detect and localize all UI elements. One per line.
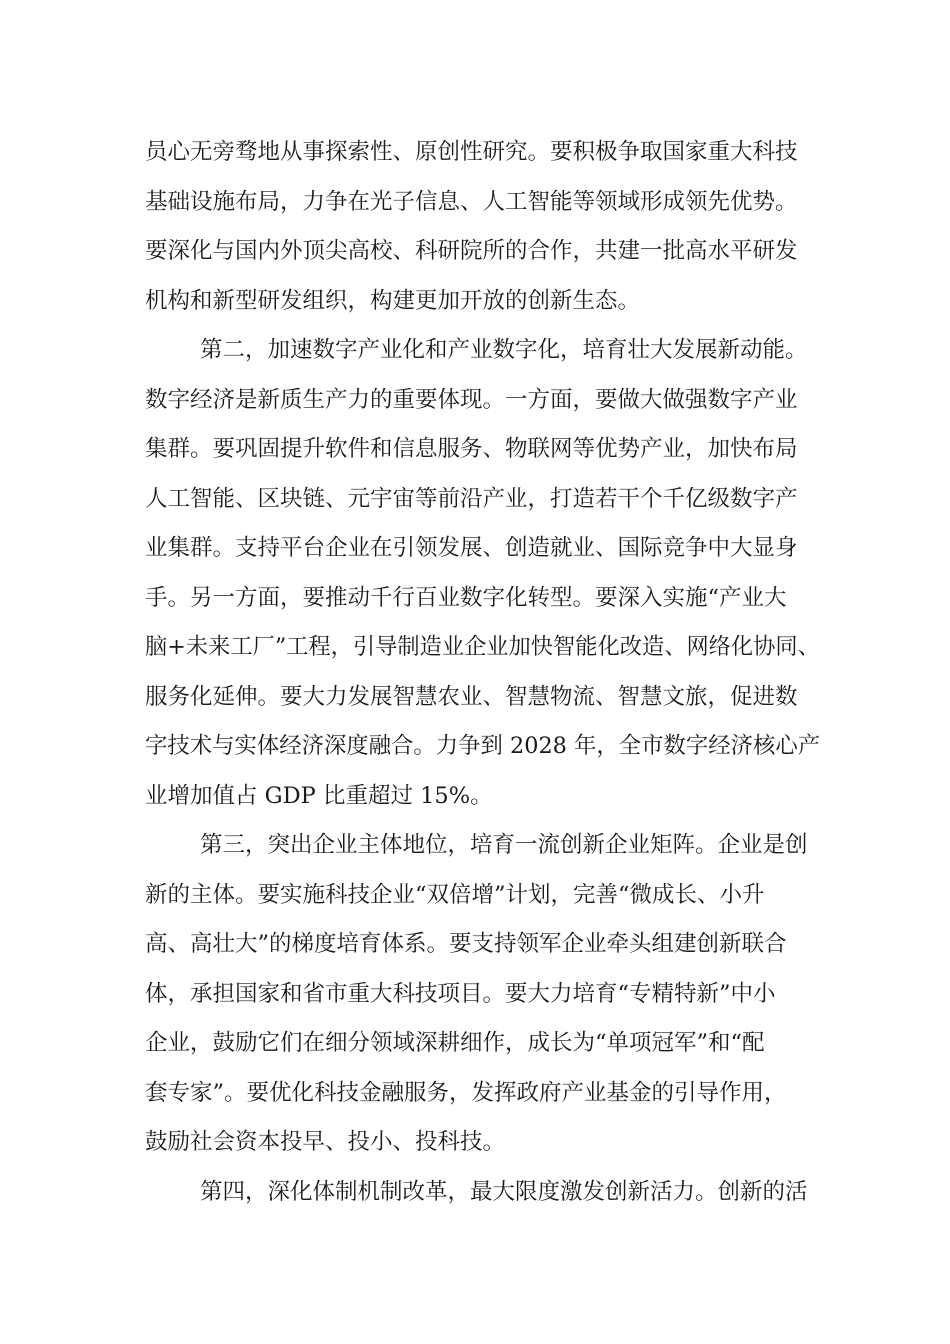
text-line: 套专家”。要优化科技金融服务，发挥政府产业基金的引导作用， [145, 1080, 787, 1106]
text-line: 基础设施布局，力争在光子信息、人工智能等领域形成领先优势。 [145, 189, 798, 215]
text-line: 鼓励社会资本投早、投小、投科技。 [145, 1129, 506, 1155]
text-line: 员心无旁骛地从事探索性、原创性研究。要积极争取国家重大科技 [145, 139, 798, 165]
paragraph-heading-line: 第四，深化体制机制改革，最大限度激发创新活力。创新的活 [200, 1179, 808, 1205]
paragraph-heading-line: 第三，突出企业主体地位，培育一流创新企业矩阵。企业是创 [200, 832, 808, 858]
text-line: 体，承担国家和省市重大科技项目。要大力培育“专精特新”中小 [145, 981, 776, 1007]
text-line: 脑+未来工厂”工程，引导制造业企业加快智能化改造、网络化协同、 [145, 634, 820, 660]
text-line: 数字经济是新质生产力的重要体现。一方面，要做大做强数字产业 [145, 387, 798, 413]
text-line: 服务化延伸。要大力发展智慧农业、智慧物流、智慧文旅，促进数 [145, 684, 798, 710]
text-line: 手。另一方面，要推动千行百业数字化转型。要深入实施“产业大 [145, 585, 787, 611]
text-line: 字技术与实体经济深度融合。力争到 2028 年，全市数字经济核心产 [145, 733, 821, 759]
text-line: 企业，鼓励它们在细分领域深耕细作，成长为“单项冠军”和“配 [145, 1030, 765, 1056]
text-line: 业增加值占 GDP 比重超过 15%。 [145, 783, 493, 809]
text-line: 集群。要巩固提升软件和信息服务、物联网等优势产业，加快布局 [145, 436, 798, 462]
paragraph-heading-line: 第二，加速数字产业化和产业数字化，培育壮大发展新动能。 [200, 337, 808, 363]
text-line: 高、高壮大”的梯度培育体系。要支持领军企业牵头组建创新联合 [145, 931, 787, 957]
text-line: 人工智能、区块链、元宇宙等前沿产业，打造若干个千亿级数字产 [145, 486, 798, 512]
text-line: 业集群。支持平台企业在引领发展、创造就业、国际竞争中大显身 [145, 535, 798, 561]
text-line: 机构和新型研发组织，构建更加开放的创新生态。 [145, 288, 641, 314]
text-line: 新的主体。要实施科技企业“双倍增”计划，完善“微成长、小升 [145, 882, 765, 908]
text-line: 要深化与国内外顶尖高校、科研院所的合作，共建一批高水平研发 [145, 238, 798, 264]
